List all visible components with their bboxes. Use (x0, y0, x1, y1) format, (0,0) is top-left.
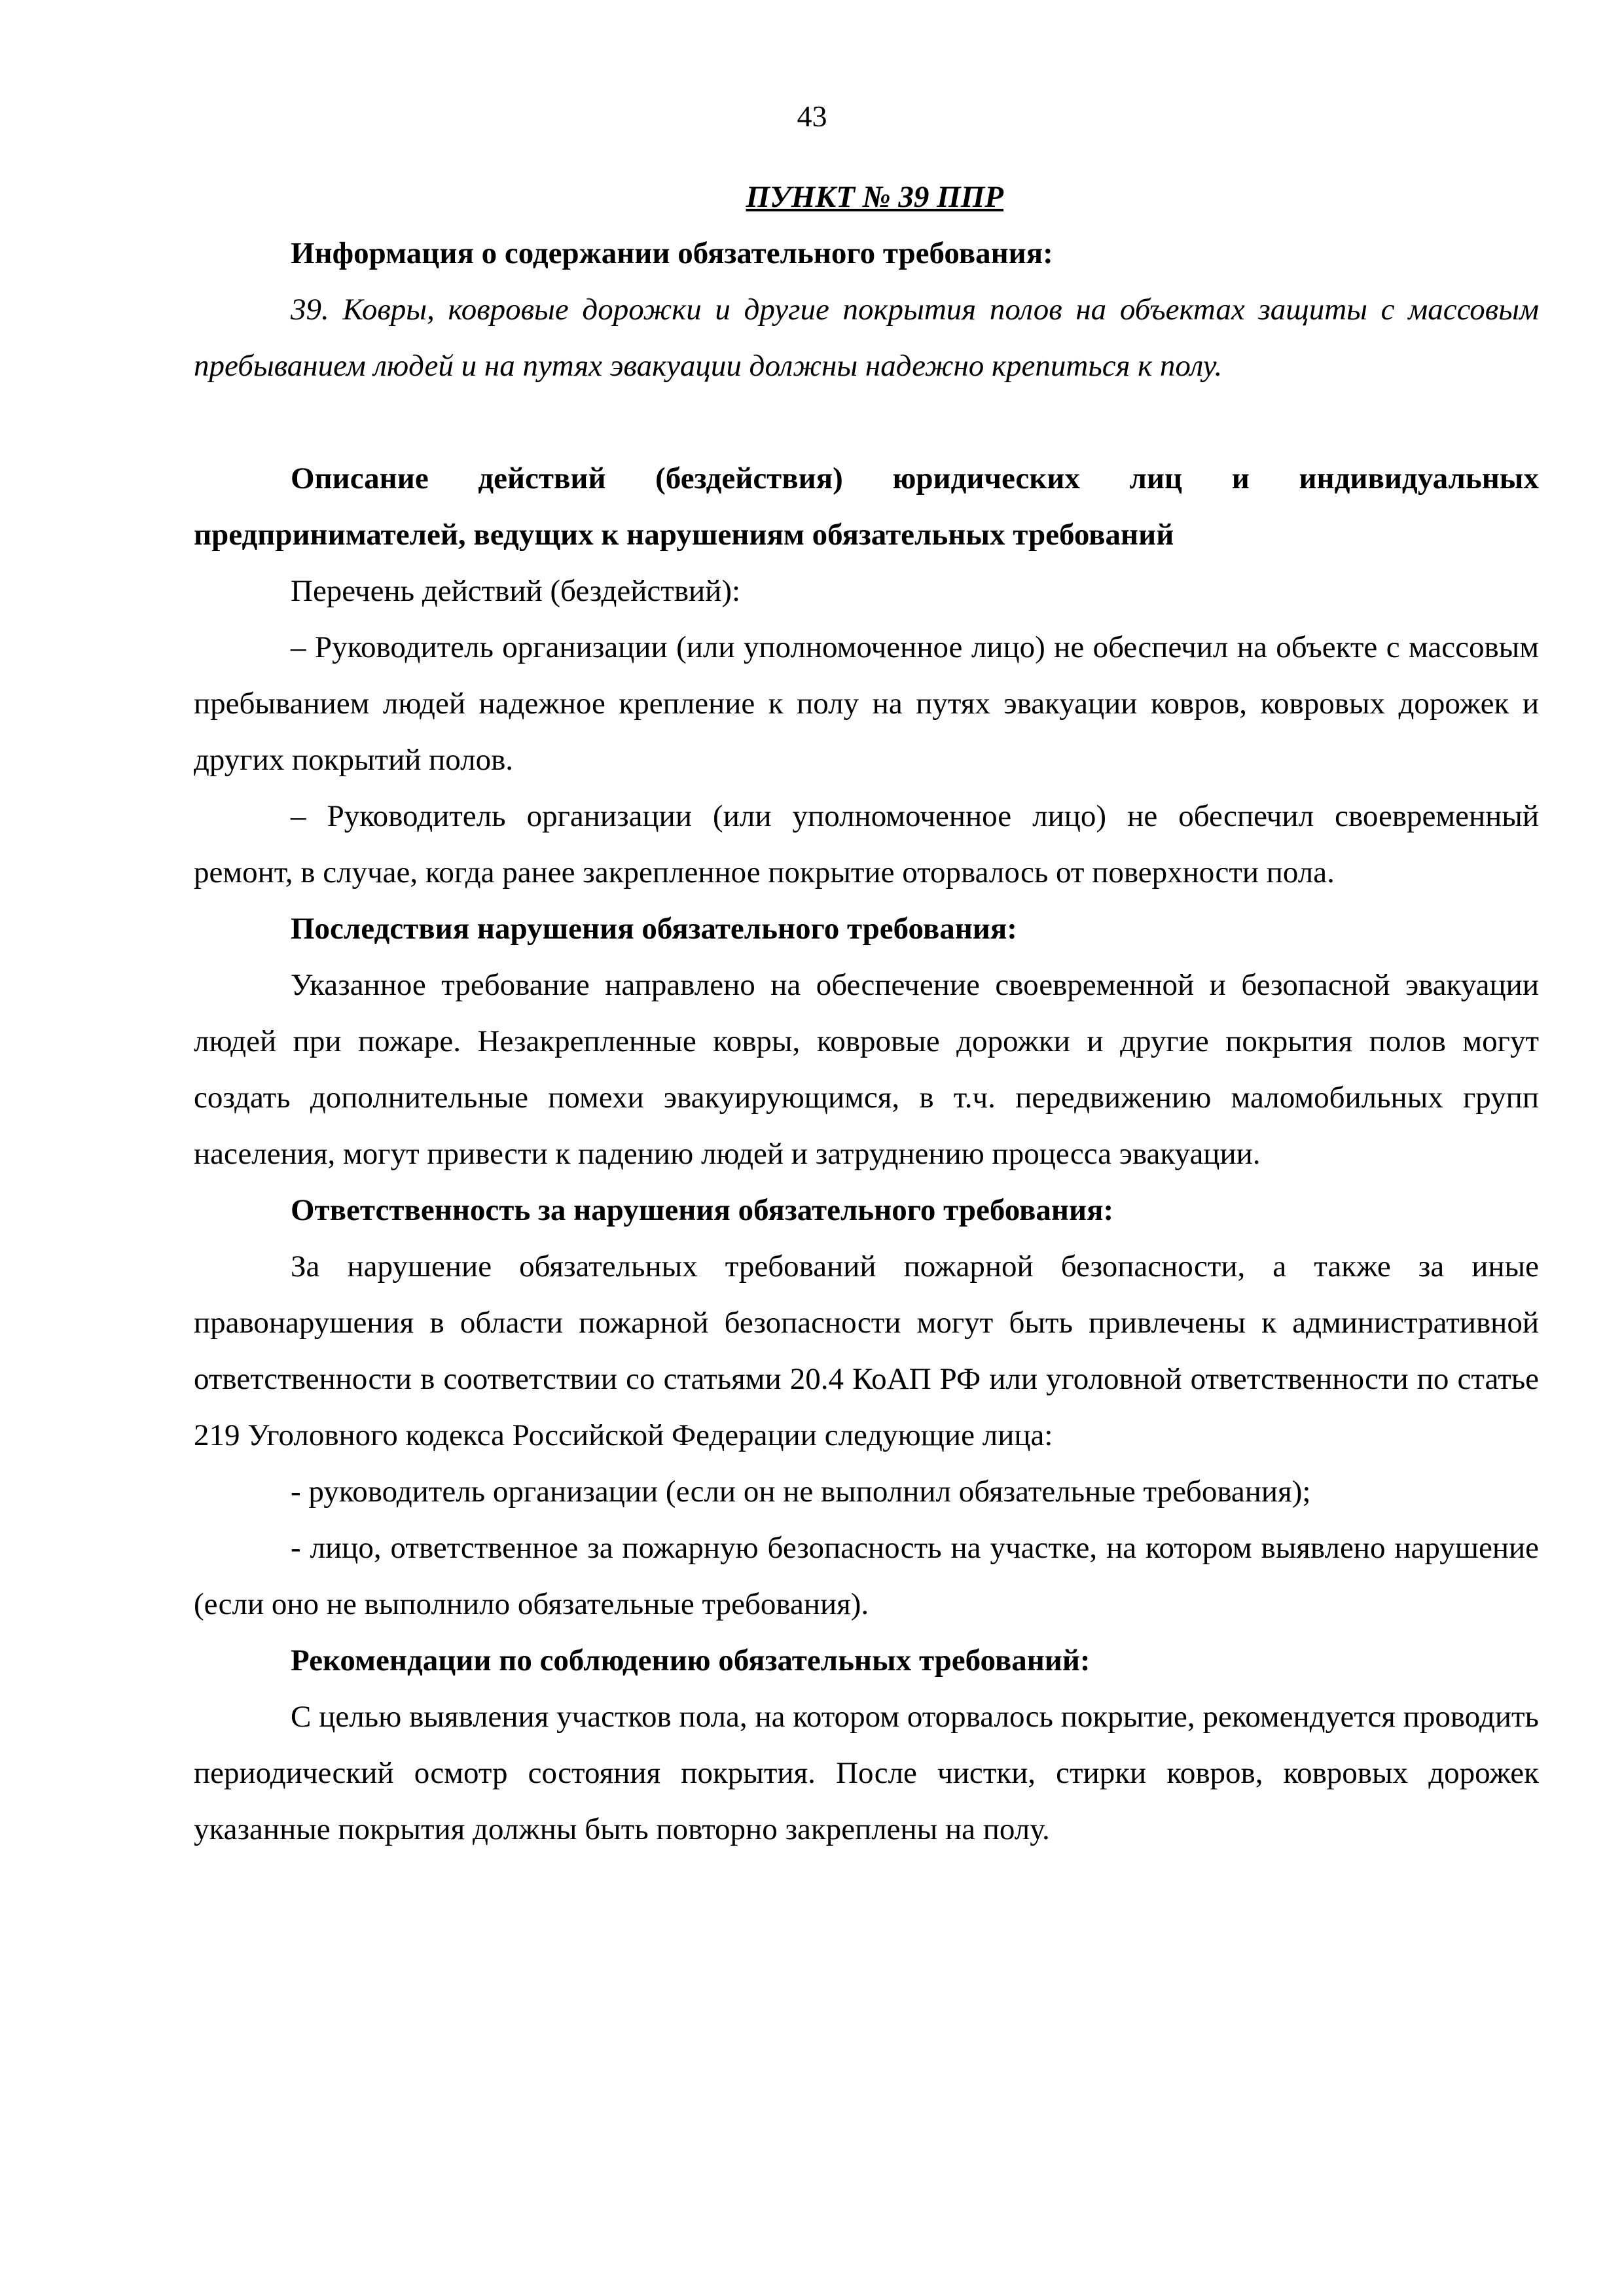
responsibility-text: За нарушение обязательных требований пожарной безопасности, а также за иные правонарушения в области пожарной безопасности могут быть привлечены к административной ответственности в соответствии со статьями 20.4 КоАП РФ или уголовной ответственности по статье 219 Уголовного кодекса Российской Федерации следующие лица: (194, 1249, 1539, 1452)
requirement-text: 39. Ковры, ковровые дорожки и другие покрытия полов на объектах защиты с массовым пребыванием людей и на путях эвакуации должны надежно крепиться к полу. (194, 293, 1539, 383)
action-item: – Руководитель организации (или уполномоченное лицо) не обеспечил своевременный ремонт, в случае, когда ранее закрепленное покрытие оторвалось от поверхности пола. (194, 799, 1539, 889)
paragraph-spacer (194, 394, 1539, 450)
action-item: – Руководитель организации (или уполномоченное лицо) не обеспечил на объекте с массовым пребыванием людей надежное крепление к полу на путях эвакуации ковров, ковровых дорожек и других покрытий полов. (194, 630, 1539, 777)
responsibility-heading: Ответственность за нарушения обязательного требования: (291, 1193, 1114, 1227)
actions-list-intro: Перечень действий (бездействий): (291, 574, 741, 608)
actions-heading: Описание действий (бездействия) юридических лиц и индивидуальных предпринимателей, ведущих к нарушениям обязательных требований (194, 461, 1539, 552)
responsible-person-item: - лицо, ответственное за пожарную безопасность на участке, на котором выявлено нарушение (если оно не выполнило обязательные требования). (194, 1531, 1539, 1621)
section-title: ПУНКТ № 39 ППР (746, 180, 1003, 214)
responsible-person-item: - руководитель организации (если он не выполнил обязательные требования); (291, 1475, 1311, 1509)
consequences-text: Указанное требование направлено на обеспечение своевременной и безопасной эвакуации людей при пожаре. Незакрепленные ковры, ковровые дорожки и другие покрытия полов могут создать дополнительные помехи эвакуирующимся, в т.ч. передвижению маломобильных групп населения, могут привести к падению людей и затруднению процесса эвакуации. (194, 968, 1539, 1171)
info-heading: Информация о содержании обязательного требования: (291, 236, 1053, 270)
document-body (194, 169, 1539, 1857)
consequences-heading: Последствия нарушения обязательного требования: (291, 912, 1017, 946)
recommendations-heading: Рекомендации по соблюдению обязательных требований: (291, 1643, 1091, 1677)
page-number: 43 (797, 99, 827, 133)
recommendations-text: С целью выявления участков пола, на котором оторвалось покрытие, рекомендуется проводить периодический осмотр состояния покрытия. После чистки, стирки ковров, ковровых дорожек указанные покрытия должны быть повторно закреплены на полу. (194, 1700, 1539, 1846)
